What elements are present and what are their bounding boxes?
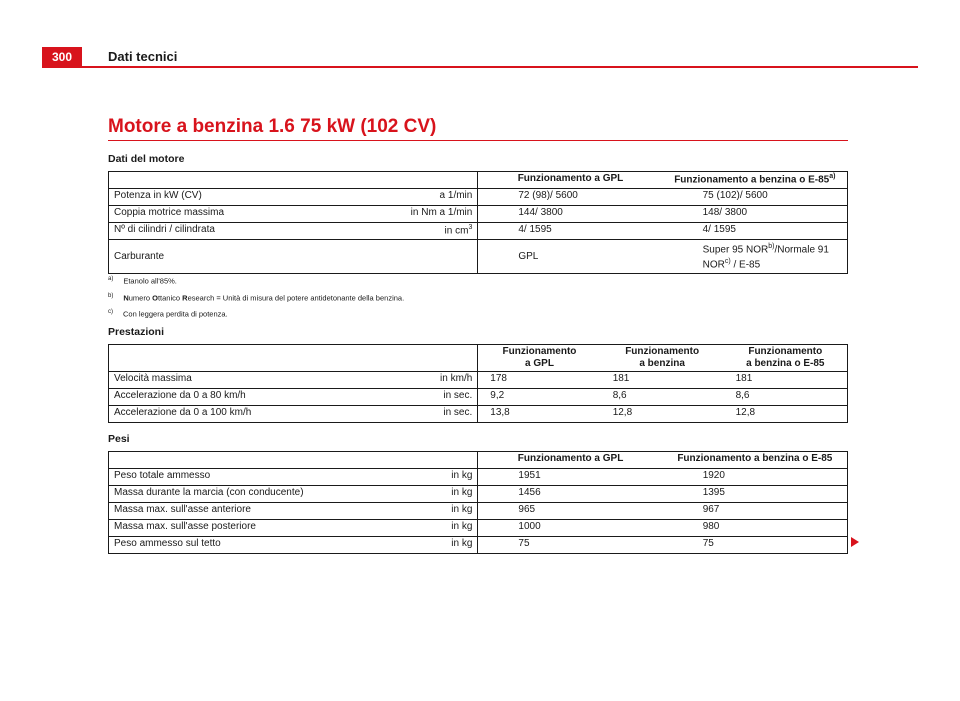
benzina-value: 12,8 — [601, 406, 724, 423]
gpl-value: 9,2 — [478, 389, 601, 406]
gpl-value: 1951 — [478, 469, 663, 486]
row-unit: in km/h — [440, 373, 473, 384]
benzina-value: 4/ 1595 — [663, 223, 848, 240]
table-row — [109, 406, 848, 423]
table-header-row — [109, 345, 848, 372]
performance-section-label: Prestazioni — [108, 326, 165, 338]
col-gpl-header: Funzionamento a GPL — [478, 172, 663, 189]
gpl-value: 75 — [478, 537, 663, 554]
row-unit: in sec. — [443, 390, 473, 401]
gpl-value: 1000 — [478, 520, 663, 537]
row-label: Massa max. sull'asse posteriore in kg — [109, 520, 478, 537]
col-e85-header: Funzionamento a benzina o E-85 — [724, 345, 848, 372]
row-label: Accelerazione da 0 a 80 km/h in sec. — [109, 389, 478, 406]
row-label: Peso ammesso sul tetto in kg — [109, 537, 478, 554]
row-label: Massa max. sull'asse anteriore in kg — [109, 503, 478, 520]
gpl-value: 72 (98)/ 5600 — [478, 189, 663, 206]
header-empty-cell — [109, 452, 478, 469]
footnote-b: $^{b)}$ Numero Ottanico Research = Unità di misura del potere antidetonante della benzina. — [108, 292, 405, 302]
row-label: Carburante — [109, 240, 478, 274]
col-gpl-header: Funzionamento a GPL — [478, 452, 663, 469]
row-unit: in kg — [451, 470, 473, 481]
header-empty-cell — [109, 172, 478, 189]
header-title: Dati tecnici — [108, 49, 178, 64]
row-unit: in kg — [451, 487, 473, 498]
table-row — [109, 240, 848, 274]
benzina-value: 1395 — [663, 486, 848, 503]
gpl-value: 4/ 1595 — [478, 223, 663, 240]
row-label: Accelerazione da 0 a 100 km/h in sec. — [109, 406, 478, 423]
e85-value: 8,6 — [724, 389, 848, 406]
table-row — [109, 223, 848, 240]
row-label: Peso totale ammesso in kg — [109, 469, 478, 486]
row-label: Coppia motrice massima in Nm a 1/min — [109, 206, 478, 223]
header-rule — [42, 66, 918, 68]
gpl-value: 144/ 3800 — [478, 206, 663, 223]
table-row — [109, 469, 848, 486]
weights-section-label: Pesi — [108, 433, 130, 445]
col-gpl-header: Funzionamento a GPL — [478, 345, 601, 372]
table-row — [109, 486, 848, 503]
table-row — [109, 372, 848, 389]
benzina-value: 8,6 — [601, 389, 724, 406]
footnote-c: $^{c)}$ Con leggera perdita di potenza. — [108, 309, 228, 319]
engine-table — [108, 171, 848, 274]
benzina-value: 980 — [663, 520, 848, 537]
footnotes — [108, 272, 404, 322]
gpl-value: 13,8 — [478, 406, 601, 423]
row-unit: in kg — [451, 504, 473, 515]
table-header-row — [109, 172, 848, 189]
row-label: Potenza in kW (CV) a 1/min — [109, 189, 478, 206]
gpl-value: 965 — [478, 503, 663, 520]
benzina-value: 75 (102)/ 5600 — [663, 189, 848, 206]
table-row — [109, 520, 848, 537]
benzina-value: 967 — [663, 503, 848, 520]
e85-value: 12,8 — [724, 406, 848, 423]
benzina-value: 148/ 3800 — [663, 206, 848, 223]
row-unit: in kg — [451, 521, 473, 532]
footnote-a: $^{a)}$ Etanolo all'85%. — [108, 276, 177, 286]
table-row — [109, 206, 848, 223]
row-unit: a 1/min — [439, 190, 473, 201]
table-header-row — [109, 452, 848, 469]
engine-section-label: Dati del motore — [108, 153, 185, 165]
table-row — [109, 189, 848, 206]
title-rule — [108, 140, 848, 141]
table-row — [109, 537, 848, 554]
col-benzina-header: Funzionamento a benzina — [601, 345, 724, 372]
row-unit: in Nm a 1/min — [410, 207, 473, 218]
row-unit: in kg — [451, 538, 473, 549]
gpl-value: 178 — [478, 372, 601, 389]
page-title: Motore a benzina 1.6 75 kW (102 CV) — [108, 116, 437, 137]
gpl-value: 1456 — [478, 486, 663, 503]
header-empty-cell — [109, 345, 478, 372]
performance-table — [108, 344, 848, 423]
e85-value: 181 — [724, 372, 848, 389]
benzina-value: 75 — [663, 537, 848, 554]
footnote-ref: a) — [829, 173, 836, 180]
gpl-value: GPL — [478, 240, 663, 274]
col-benzina-header: Funzionamento a benzina o E-85$^{a)}$ — [663, 172, 848, 189]
page-number: 300 — [42, 47, 82, 67]
table-row — [109, 503, 848, 520]
row-label: Massa durante la marcia (con conducente) in kg — [109, 486, 478, 503]
table-row — [109, 389, 848, 406]
benzina-value: Super 95 NOR$^{b)}$/Normale 91 NOR$^{c)}$ / E-85 — [663, 240, 848, 274]
weights-table — [108, 451, 848, 554]
row-label: Nº di cilindri / cilindrata in cm$^3$ — [109, 223, 478, 240]
row-unit: in cm$^3$ — [444, 224, 473, 237]
col-benzina-header: Funzionamento a benzina o E-85 — [663, 452, 848, 469]
row-label: Velocità massima in km/h — [109, 372, 478, 389]
benzina-value: 181 — [601, 372, 724, 389]
benzina-value: 1920 — [663, 469, 848, 486]
triangle-right-icon — [851, 537, 859, 547]
row-unit: in sec. — [443, 407, 473, 418]
